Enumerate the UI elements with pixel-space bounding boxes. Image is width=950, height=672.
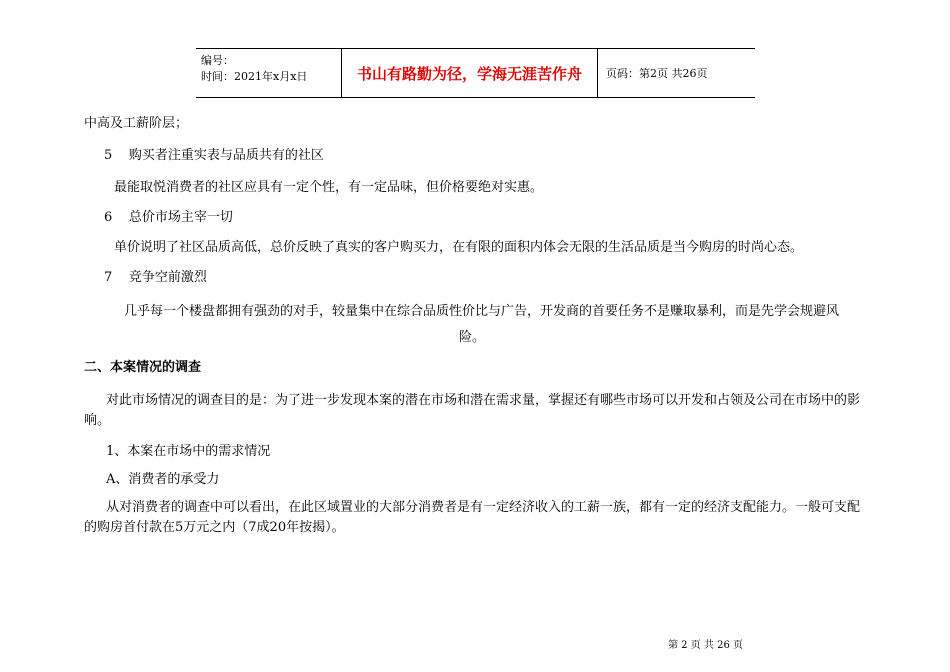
sub-a-title: A、消费者的承受力 xyxy=(106,472,220,487)
sub-1-title: 1、本案在市场中的需求情况 xyxy=(106,444,271,459)
item-7-text-a: 几乎每一个楼盘都拥有强劲的对手，较量集中在综合品质性价比与广告，开发商的首要任务不是赚取暴利，而是先学会规避风 xyxy=(124,304,840,319)
item-7-heading xyxy=(104,268,207,288)
header-motto: 书山有路勤为径，学海无涯苦作舟 xyxy=(341,49,598,97)
section-2-para: 对此市场情况的调查目的是：为了进一步发现本案的潜在市场和潜在需求量，掌握还有哪些市场可以开发和占领及公司在市场中的影响。 xyxy=(84,393,861,428)
item-7-title: 竞争空前激烈 xyxy=(128,270,207,285)
item-6-number: 6 xyxy=(104,210,113,225)
time-label: 时间：2021年x月x日 xyxy=(201,70,308,83)
footer-page-number: 第 2 页 共 26 页 xyxy=(668,640,743,651)
section-2-title: 二、本案情况的调查 xyxy=(84,360,202,375)
item-7-text-b: 险。 xyxy=(459,330,486,345)
item-6-heading xyxy=(104,208,233,228)
item-5-heading xyxy=(104,146,324,166)
item-5-number: 5 xyxy=(104,148,113,163)
item-7-number: 7 xyxy=(104,270,113,285)
number-label: 编号： xyxy=(201,54,234,67)
item-5-title: 购买者注重实表与品质共有的社区 xyxy=(128,148,324,163)
item-6-title: 总价市场主宰一切 xyxy=(128,210,233,225)
item-6-text: 单价说明了社区品质高低，总价反映了真实的客户购买力，在有限的面积内体会无限的生活品质是当今购房的时尚心态。 xyxy=(114,240,804,255)
header-page-label: 页码：第2页 共26页 xyxy=(606,67,708,80)
line-1: 中高及工薪阶层； xyxy=(84,116,189,131)
sub-a-para: 从对消费者的调查中可以看出，在此区域置业的大部分消费者是有一定经济收入的工薪一族，都有一定的经济支配能力。一般可支配的购房首付款在5万元之内（7成20年按揭）。 xyxy=(84,500,861,535)
item-5-text: 最能取悦消费者的社区应具有一定个性，有一定品味，但价格要绝对实惠。 xyxy=(114,180,544,195)
header-table xyxy=(196,48,755,98)
header-left-cell xyxy=(196,49,341,97)
